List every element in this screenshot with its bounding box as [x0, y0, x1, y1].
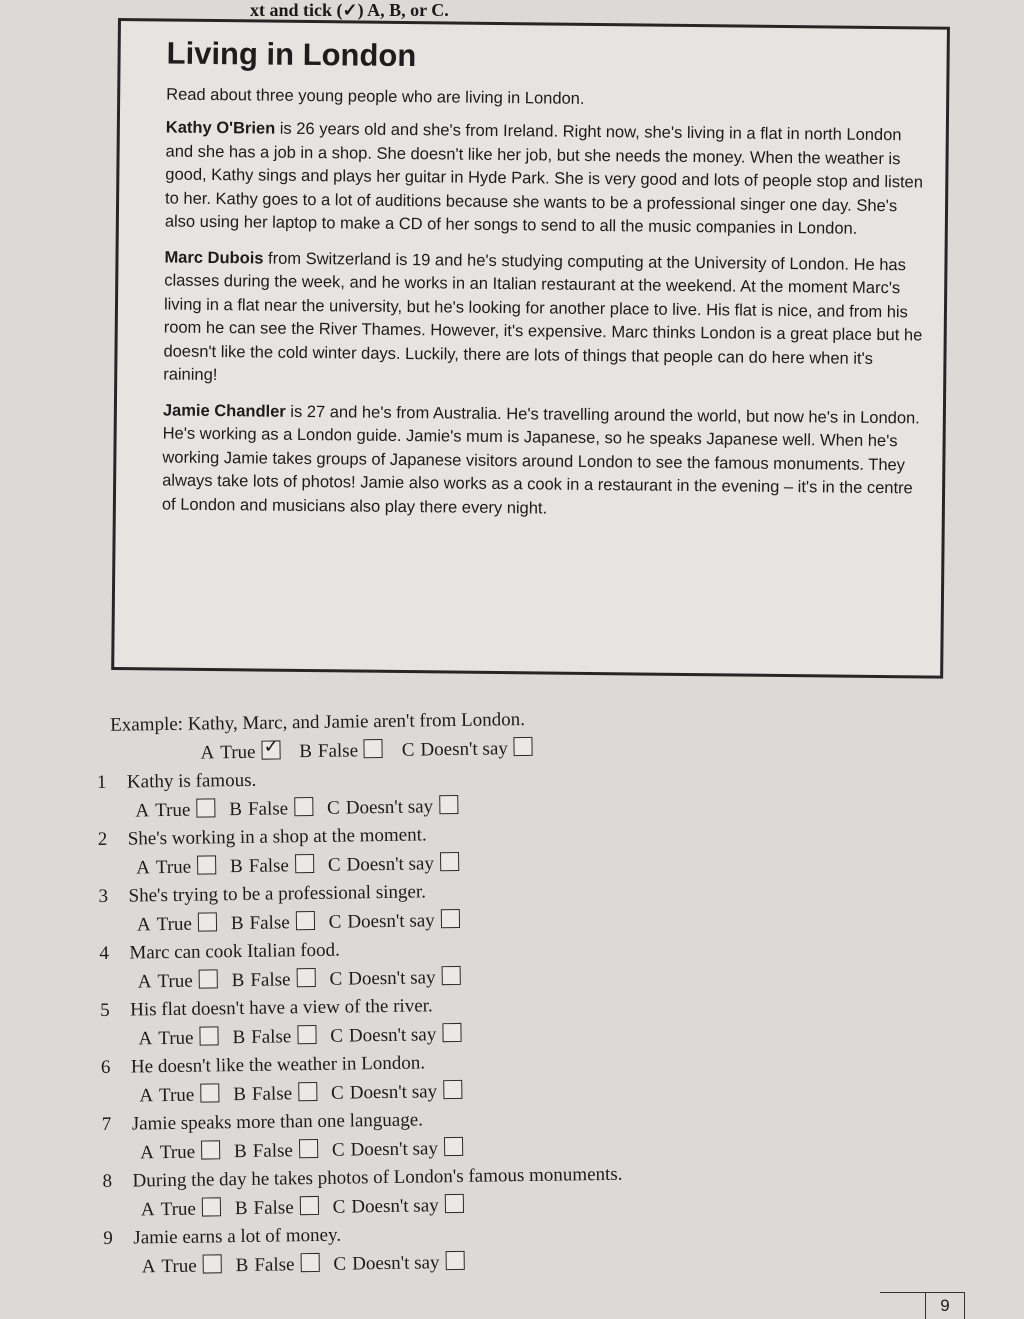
checkbox-c[interactable]: [445, 1251, 464, 1270]
option-a: A True: [139, 1084, 219, 1106]
checkbox-a[interactable]: [202, 1197, 221, 1216]
checkbox-c[interactable]: [445, 1194, 464, 1213]
checkbox-a[interactable]: [197, 855, 216, 874]
option-c: C Doesn't say: [333, 1252, 464, 1275]
option-c: C Doesn't say: [333, 1195, 464, 1218]
example-question: Example: Kathy, Marc, and Jamie aren't from London.: [110, 709, 526, 736]
person-name: Marc Dubois: [164, 248, 264, 268]
checkbox-b[interactable]: [297, 1025, 316, 1044]
checkbox-b[interactable]: [294, 797, 313, 816]
option-a: A True: [138, 970, 218, 992]
option-b: B False: [232, 1026, 316, 1048]
question-text: Jamie earns a lot of money.: [133, 1224, 342, 1249]
option-a: A True ✓: [200, 735, 280, 764]
person-name: Kathy O'Brien: [165, 118, 276, 138]
question-number: 8: [102, 1170, 113, 1192]
option-a: A True: [141, 1198, 221, 1220]
option-a: A True: [138, 1027, 218, 1049]
reading-intro: Read about three young people who are living in London.: [166, 85, 585, 108]
checkbox-c[interactable]: [441, 966, 460, 985]
option-a: A True: [137, 913, 217, 935]
option-c: C Doesn't say: [402, 738, 533, 761]
page-number: 9: [925, 1292, 965, 1319]
option-c: C Doesn't say: [327, 796, 458, 819]
checkbox-b[interactable]: [300, 1253, 319, 1272]
option-b: B False: [231, 912, 315, 934]
checkbox-a[interactable]: [201, 1140, 220, 1159]
option-c: C Doesn't say: [332, 1138, 463, 1161]
option-b: B False: [235, 1197, 319, 1219]
question-text: Kathy is famous.: [126, 769, 257, 793]
question-number: 9: [103, 1227, 113, 1249]
option-c: C Doesn't say: [329, 910, 460, 933]
tick-icon: ✓: [263, 735, 280, 758]
checkbox-a[interactable]: [199, 1026, 218, 1045]
option-a: A True: [136, 856, 216, 878]
checkbox-a[interactable]: [199, 969, 218, 988]
person-name: Jamie Chandler: [162, 400, 286, 421]
question-number: 6: [100, 1056, 111, 1078]
checkbox-a-checked[interactable]: [261, 735, 280, 759]
question-text: His flat doesn't have a view of the river.: [130, 995, 433, 1021]
checkbox-c[interactable]: [440, 852, 459, 871]
paragraph-text: is 26 years old and she's from Ireland. Right now, she's living in a flat in north London and she has a job in a shop. She doesn't like her job, but she needs the money. When the weather is good, Kathy sings and plays her guitar in Hyde Park. She is very good and lots of people stop and listen to her. Kathy goes to a lot of auditions because she wants to be a professional singer one day. She's also using her laptop to make a CD of her songs to send to all the music companies in London.: [164, 119, 924, 238]
reading-title: Living in London: [166, 35, 417, 74]
option-b: B False: [299, 740, 383, 762]
option-b: B False: [229, 798, 313, 820]
checkbox-c[interactable]: [441, 909, 460, 928]
paragraph-marc: [163, 246, 924, 395]
option-b: B False: [234, 1140, 318, 1162]
checkbox-b[interactable]: [300, 1196, 319, 1215]
paragraph-text: from Switzerland is 19 and he's studying computing at the University of London. He has classes during the week, and he works in an Italian restaurant at the weekend. At the moment Marc's living in a flat near the university, but he's looking for another place to live. His flat is nice, and from his room he can see the River Thames. However, it's expensive. Marc thinks London is a great place but he doesn't like the cold winter days. Luckily, there are lots of things that people can do here when it's raining!: [163, 249, 923, 385]
question-text: He doesn't like the weather in London.: [130, 1052, 426, 1078]
option-a: A True: [142, 1255, 222, 1277]
option-b: B False: [236, 1254, 320, 1276]
question-text: She's trying to be a professional singer.: [128, 881, 427, 907]
option-b: B False: [232, 969, 316, 991]
option-b: B False: [230, 855, 314, 877]
option-c: C Doesn't say: [329, 967, 460, 990]
question-text: During the day he takes photos of London's famous monuments.: [132, 1163, 623, 1192]
checkbox-b[interactable]: [296, 968, 315, 987]
option-a: A True: [140, 1141, 220, 1163]
checkbox-b[interactable]: [299, 1139, 318, 1158]
checkbox-a[interactable]: [198, 912, 217, 931]
checkbox-c[interactable]: [439, 795, 458, 814]
question-number: 2: [97, 828, 108, 850]
paragraph-jamie: [162, 399, 923, 524]
page-corner-line: [880, 1292, 925, 1319]
option-a: A True: [135, 799, 215, 821]
checkbox-b[interactable]: [295, 854, 314, 873]
checkbox-b[interactable]: [296, 911, 315, 930]
question-number: 3: [98, 885, 109, 907]
checkbox-c[interactable]: [444, 1137, 463, 1156]
paragraph-kathy: [165, 117, 926, 242]
question-text: Marc can cook Italian food.: [129, 939, 340, 964]
question-number: 7: [101, 1113, 112, 1135]
checkbox-c[interactable]: [514, 737, 533, 756]
checkbox-a[interactable]: [200, 1083, 219, 1102]
option-c: C Doesn't say: [331, 1081, 462, 1104]
question-number: 1: [96, 771, 107, 793]
checkbox-a[interactable]: [203, 1254, 222, 1273]
question-number: 4: [99, 942, 110, 964]
paragraph-text: is 27 and he's from Australia. He's travelling around the world, but now he's in London. He's working as a London guide. Jamie's mum is Japanese, so he speaks Japanese well. When he's working Jamie takes groups of Japanese visitors around London to see the famous monuments. They always take lots of photos! Jamie also works as a cook in a restaurant in the evening – it's in the centre of London and musicians also play there every night.: [161, 402, 920, 518]
question-text: Jamie speaks more than one language.: [131, 1109, 424, 1135]
question-number: 5: [100, 999, 110, 1021]
checkbox-c[interactable]: [442, 1023, 461, 1042]
option-c: C Doesn't say: [330, 1024, 461, 1047]
checkbox-b[interactable]: [364, 739, 383, 758]
question-text: She's working in a shop at the moment.: [127, 824, 427, 850]
checkbox-c[interactable]: [443, 1080, 462, 1099]
reading-text-box: [111, 18, 950, 679]
checkbox-a[interactable]: [196, 798, 215, 817]
question-list: [97, 760, 724, 1282]
instruction-header: xt and tick (✓) A, B, or C.: [250, 0, 449, 20]
questions-section: [96, 703, 724, 1282]
option-c: C Doesn't say: [328, 853, 459, 876]
checkbox-b[interactable]: [298, 1082, 317, 1101]
option-b: B False: [233, 1083, 317, 1105]
